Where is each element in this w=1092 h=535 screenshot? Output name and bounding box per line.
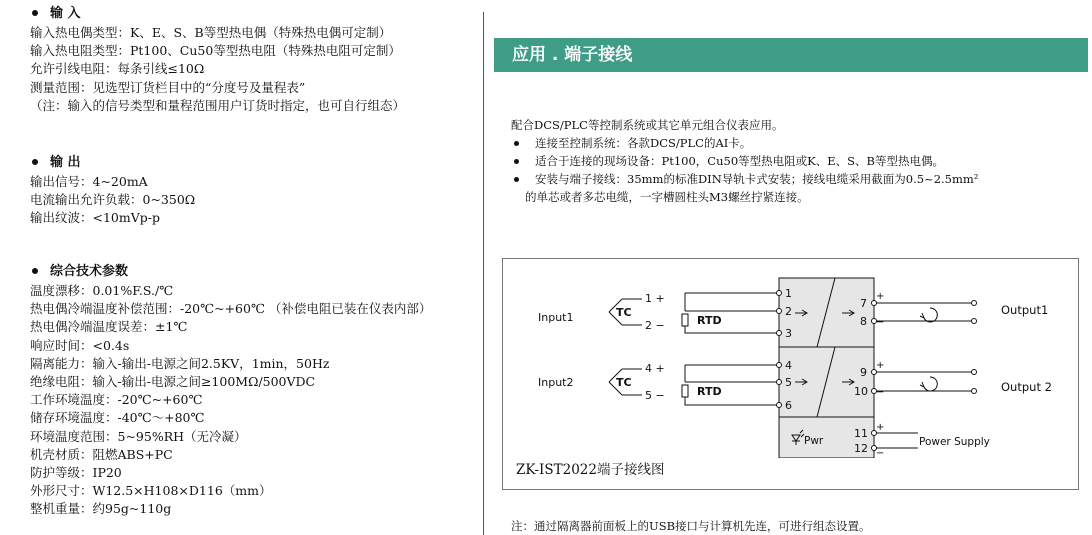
terminal-1: 1 <box>785 287 792 300</box>
terminal-4: 4 <box>785 359 792 372</box>
terminal-8: 8 <box>860 315 867 328</box>
tc1-label: TC <box>616 306 632 319</box>
spec-line: 响应时间：<0.4s <box>30 337 130 353</box>
bullet-item: 安装与端子接线：35mm的标准DIN导轨卡式安装；接线电缆采用截面为0.5~2.5mm² <box>511 170 1081 188</box>
bullet-icon <box>32 268 38 274</box>
spec-line: 环境温度范围：5~95%RH（无冷凝） <box>30 428 247 444</box>
spec-line: 输出纹波：<10mVp-p <box>30 210 160 226</box>
output-section <box>30 153 195 228</box>
terminal-3: 3 <box>785 327 792 340</box>
tech-heading: 综合技术参数 <box>30 262 431 282</box>
tc2-plus: 4 + <box>645 362 665 375</box>
spec-line: 允许引线电阻：每条引线≤10Ω <box>30 61 205 77</box>
terminal-11: 11 <box>854 427 868 440</box>
rtd1-label: RTD <box>697 314 722 327</box>
diagram-caption: ZK-IST2022端子接线图 <box>516 462 665 478</box>
spec-line: 防护等级：IP20 <box>30 464 122 480</box>
input-section <box>30 4 405 115</box>
rtd2-label: RTD <box>697 385 722 398</box>
svg-text:+: + <box>876 422 885 433</box>
input2-label: Input2 <box>538 376 574 389</box>
bullet-icon <box>32 10 38 16</box>
bullet-icon <box>514 141 519 146</box>
terminal-9: 9 <box>860 366 867 379</box>
power-supply-label: Power Supply <box>919 436 990 448</box>
svg-text:+: + <box>876 291 885 302</box>
spec-line: 温度漂移：0.01%F.S./℃ <box>30 283 174 298</box>
svg-text:−: − <box>876 317 885 328</box>
bullet-item: 连接至控制系统：各款DCS/PLC的AI卡。 <box>511 134 1081 152</box>
spec-line: 整机重量：约95g~110g <box>30 501 172 517</box>
terminal-12: 12 <box>854 442 868 455</box>
spec-line: 电流输出允许负载：0~350Ω <box>30 192 196 208</box>
bullet-icon <box>514 159 519 164</box>
input-heading: 输 入 <box>30 4 405 24</box>
tc1-minus: 2 − <box>645 319 665 332</box>
pwr-label: Pwr <box>804 435 824 447</box>
bullet-icon <box>514 177 519 182</box>
bullet-item: 适合于连接的现场设备：Pt100，Cu50等型热电阻或K、E、S、B等型热电偶。 <box>511 152 1081 170</box>
spec-line: 工作环境温度：-20℃~+60℃ <box>30 392 203 408</box>
svg-text:+: + <box>876 360 885 371</box>
spec-line: 隔离能力：输入-输出-电源之间2.5KV，1min，50Hz <box>30 355 330 371</box>
spec-line: 测量范围：见选型订货栏目中的“分度号及量程表” <box>30 79 306 95</box>
terminal-7: 7 <box>860 297 867 310</box>
spec-line: （注：输入的信号类型和量程范围用户订货时指定，也可自行组态） <box>30 97 406 113</box>
tc1-plus: 1 + <box>645 292 665 305</box>
column-divider <box>483 12 484 535</box>
spec-line: 热电偶冷端温度误差：±1℃ <box>30 319 188 335</box>
usb-note: 注：通过隔离器前面板上的USB接口与计算机先连，可进行组态设置。 <box>511 519 871 533</box>
output1-label: Output1 <box>1001 303 1049 317</box>
spec-line: 输入热电偶类型：K、E、S、B等型热电偶（特殊热电偶可定制） <box>30 25 392 40</box>
terminal-5: 5 <box>785 376 792 389</box>
tech-params-section <box>30 262 431 518</box>
spec-line: 输出信号：4~20mA <box>30 174 148 189</box>
intro-line: 配合DCS/PLC等控制系统或其它单元组合仪表应用。 <box>511 118 784 132</box>
tc2-minus: 5 − <box>645 389 665 402</box>
section-banner: 应用 . 端子接线 <box>494 38 1088 72</box>
spec-line: 外形尺寸：W12.5×H108×D116（mm） <box>30 483 272 499</box>
output-heading: 输 出 <box>30 153 195 173</box>
svg-text:−: − <box>876 448 885 458</box>
application-text <box>511 116 1081 206</box>
tc2-label: TC <box>616 376 632 389</box>
spec-line: 绝缘电阻：输入-输出-电源之间≥100MΩ/500VDC <box>30 373 316 389</box>
bullet-icon <box>32 159 38 165</box>
input1-label: Input1 <box>538 311 574 324</box>
terminal-10: 10 <box>854 385 868 398</box>
spec-line: 热电偶冷端温度补偿范围：-20℃~+60℃ （补偿电阻已装在仪表内部） <box>30 301 432 317</box>
terminal-6: 6 <box>785 399 792 412</box>
svg-text:−: − <box>876 387 885 398</box>
wiring-diagram <box>502 258 1079 458</box>
output2-label: Output 2 <box>1001 380 1052 394</box>
spec-line: 机壳材质：阻燃ABS+PC <box>30 446 173 462</box>
spec-line: 输入热电阻类型：Pt100、Cu50等型热电阻（特殊热电阻可定制） <box>30 43 401 59</box>
spec-line: 储存环境温度：-40℃～+80℃ <box>30 410 205 426</box>
bullet-continuation: 的单芯或者多芯电缆，一字槽圆柱头M3螺丝拧紧连接。 <box>525 190 809 204</box>
terminal-2: 2 <box>785 305 792 318</box>
